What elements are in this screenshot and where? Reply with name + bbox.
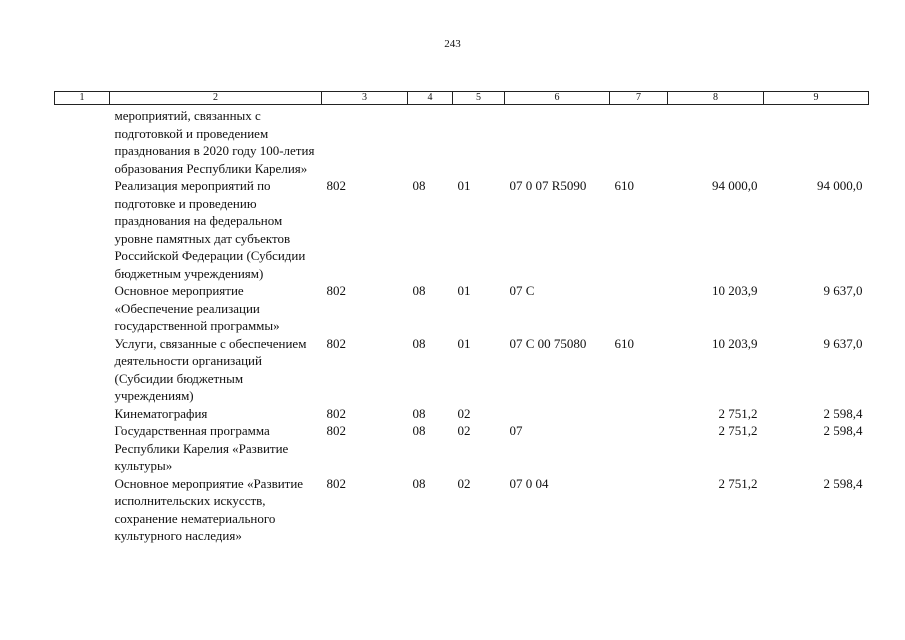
subsection-code bbox=[453, 105, 505, 178]
ministry-code: 802 bbox=[326, 335, 346, 351]
row-index-cell bbox=[55, 335, 110, 405]
column-header-3: 3 bbox=[322, 92, 408, 105]
amount-col-9: 2 598,4 bbox=[823, 423, 863, 438]
item-name: мероприятий, связанных с подготовкой и проведением празднования в 2020 году 100-летия образования Республики Карелия» bbox=[114, 108, 315, 176]
page-number: 243 bbox=[444, 38, 461, 50]
table-row bbox=[55, 282, 869, 335]
row-index-cell bbox=[55, 405, 110, 423]
table-row bbox=[55, 105, 869, 178]
item-name: Основное мероприятие «Обеспечение реализации государственной программы» bbox=[114, 283, 280, 333]
target-article-code bbox=[505, 405, 610, 423]
amount-col-8 bbox=[668, 105, 764, 178]
column-header-1: 1 bbox=[55, 92, 110, 105]
row-index-cell bbox=[55, 422, 110, 475]
item-name: Государственная программа Республики Карелия «Развитие культуры» bbox=[114, 423, 289, 473]
subsection-code: 01 bbox=[457, 283, 471, 298]
item-name: Услуги, связанные с обеспечением деятельности организаций (Субсидии бюджетным учреждениям) bbox=[114, 335, 307, 403]
section-code: 08 bbox=[412, 405, 426, 421]
amount-col-8: 10 203,9 bbox=[712, 283, 758, 298]
subsection-code: 01 bbox=[457, 178, 471, 193]
expense-type-code bbox=[610, 105, 668, 178]
ministry-code: 802 bbox=[326, 423, 346, 438]
item-name: Реализация мероприятий по подготовке и проведению празднования на федеральном уровне памятных дат субъектов Российской Федерации (Субсидии бюджетным учреждениям) bbox=[114, 178, 306, 281]
item-name: Кинематография bbox=[114, 405, 208, 421]
column-header-6: 6 bbox=[505, 92, 610, 105]
row-index-cell bbox=[55, 282, 110, 335]
expense-type-code bbox=[610, 422, 668, 475]
amount-col-9 bbox=[764, 105, 869, 178]
expense-type-code: 610 bbox=[614, 335, 634, 351]
table-row bbox=[55, 422, 869, 475]
table-row bbox=[55, 177, 869, 282]
amount-col-9: 2 598,4 bbox=[823, 405, 863, 421]
column-number-header bbox=[55, 92, 869, 105]
target-article-code: 07 0 07 R5090 bbox=[509, 178, 587, 193]
ministry-code: 802 bbox=[326, 178, 346, 193]
ministry-code bbox=[322, 105, 408, 178]
column-header-5: 5 bbox=[453, 92, 505, 105]
table-row bbox=[55, 335, 869, 405]
column-header-7: 7 bbox=[610, 92, 668, 105]
target-article-code: 07 С 00 75080 bbox=[509, 335, 587, 351]
amount-col-8: 2 751,2 bbox=[718, 475, 758, 491]
amount-col-8: 94 000,0 bbox=[712, 178, 758, 193]
section-code: 08 bbox=[412, 423, 426, 438]
amount-col-9: 2 598,4 bbox=[823, 475, 863, 491]
target-article-code: 07 0 04 bbox=[509, 475, 549, 491]
expense-type-code: 610 bbox=[614, 178, 634, 193]
column-header-4: 4 bbox=[408, 92, 453, 105]
ministry-code: 802 bbox=[326, 283, 346, 298]
amount-col-9: 9 637,0 bbox=[823, 335, 863, 351]
target-article-code: 07 bbox=[509, 423, 523, 438]
section-code: 08 bbox=[412, 475, 426, 491]
subsection-code: 02 bbox=[457, 423, 471, 438]
column-header-2: 2 bbox=[110, 92, 322, 105]
target-article-code: 07 С bbox=[509, 283, 535, 298]
amount-col-8: 2 751,2 bbox=[718, 405, 758, 421]
subsection-code: 02 bbox=[457, 405, 471, 421]
ministry-code: 802 bbox=[326, 405, 346, 421]
expense-type-code bbox=[610, 405, 668, 423]
amount-col-9: 9 637,0 bbox=[823, 283, 863, 298]
target-article-code bbox=[505, 105, 610, 178]
row-index-cell bbox=[55, 475, 110, 545]
amount-col-8: 2 751,2 bbox=[718, 423, 758, 438]
section-code: 08 bbox=[412, 178, 426, 193]
section-code: 08 bbox=[412, 335, 426, 351]
subsection-code: 02 bbox=[457, 475, 471, 491]
expense-type-code bbox=[610, 282, 668, 335]
ministry-code: 802 bbox=[326, 475, 346, 491]
row-index-cell bbox=[55, 105, 110, 178]
column-header-9: 9 bbox=[764, 92, 869, 105]
row-index-cell bbox=[55, 177, 110, 282]
table-row bbox=[55, 475, 869, 545]
amount-col-9: 94 000,0 bbox=[817, 178, 863, 193]
column-header-8: 8 bbox=[668, 92, 764, 105]
item-name: Основное мероприятие «Развитие исполнительских искусств, сохранение нематериального культурного наследия» bbox=[114, 475, 304, 543]
expense-type-code bbox=[610, 475, 668, 545]
table-row bbox=[55, 405, 869, 423]
subsection-code: 01 bbox=[457, 335, 471, 351]
section-code: 08 bbox=[412, 283, 426, 298]
budget-table bbox=[54, 91, 869, 545]
amount-col-8: 10 203,9 bbox=[712, 335, 758, 351]
section-code bbox=[408, 105, 453, 178]
